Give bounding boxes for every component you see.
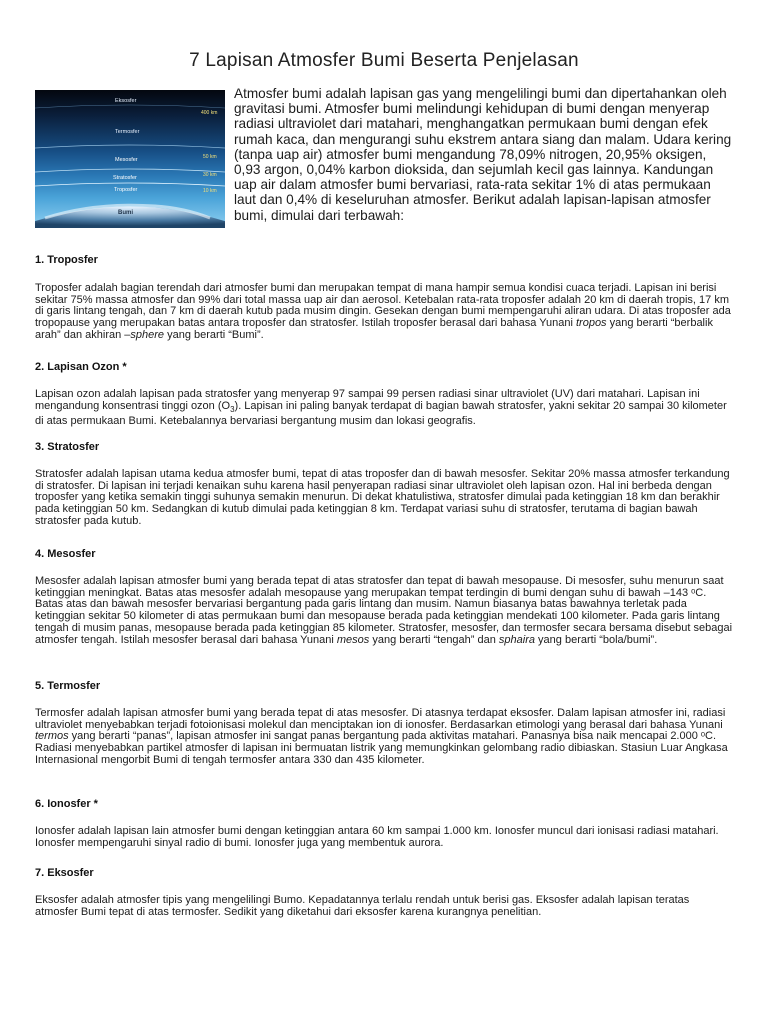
section-lapisan-ozon xyxy=(35,361,733,427)
section-heading: 3. Stratosfer xyxy=(35,441,100,453)
page-title: 7 Lapisan Atmosfer Bumi Beserta Penjelasan xyxy=(189,50,579,71)
altitude-50km: 50 km xyxy=(203,154,217,160)
section-troposfer xyxy=(35,254,733,342)
section-heading: 6. Ionosfer * xyxy=(35,798,98,810)
intro-paragraph: Atmosfer bumi adalah lapisan gas yang mengelilingi bumi dan dipertahankan oleh gravitasi bumi. Atmosfer bumi melindungi kehidupan di bumi dengan menyerap radiasi ultraviolet dari matahari, menghangatkan permukaan bumi dengan efek rumah kaca, dan mengurangi suhu ekstrem antara siang dan malam. Udara kering (tanpa uap air) atmosfer bumi mengandung 78,09% nitrogen, 20,95% oksigen, 0,93 argon, 0,04% karbon dioksida, dan sejumlah kecil gas lainnya. Kandungan uap air dalam atmosfer bumi bervariasi, rata-rata sekitar 1% di atas permukaan laut dan 0,4% di keseluruhan atmosfer. Berikut adalah lapisan-lapisan atmosfer bumi, dimulai dari terbawah: xyxy=(234,86,732,223)
section-stratosfer xyxy=(35,441,733,528)
section-heading: 5. Termosfer xyxy=(35,680,101,692)
label-stratosfer: Stratosfer xyxy=(113,175,137,181)
section-eksosfer xyxy=(35,867,733,918)
section-ionosfer xyxy=(35,798,733,849)
label-mesosfer: Mesosfer xyxy=(115,157,138,163)
section-heading: 7. Eksosfer xyxy=(35,867,94,879)
section-text: Stratosfer adalah lapisan utama kedua atmosfer bumi, tepat di atas troposfer dan di bawah mesosfer. Sekitar 20% massa atmosfer terkandung di stratosfer. Di lapisan ini terjadi kenaikan suhu karena hasil penyerapan radiasi sinar ultraviolet oleh lapisan ozon. Hal ini berbeda dengan troposfer yang ketika semakin tinggi suhunya semakin menurun. Di dekat khatulistiwa, stratosfer dimulai pada ketinggian 18 km dan berakhir pada ketinggian 50 km. Sedangkan di kutub dimulai pada ketinggian 8 km. Terdapat variasi suhu di stratosfer, terutama di bagian bawah stratosfer pada kutub. xyxy=(35,468,730,527)
atmosphere-illustration xyxy=(35,90,225,228)
section-termosfer xyxy=(35,680,733,767)
section-text: Mesosfer adalah lapisan atmosfer bumi yang berada tepat di atas stratosfer dan tepat di bawah mesopause. Di mesosfer, suhu menurun saat ketinggian meningkat. Batas atas mesosfer adalah mesopause yang merupakan tempat terdingin di bumi dengan suhu di bawah –143 ᵒC. Batas atas dan bawah mesosfer bervariasi bergantung pada garis lintang dan musim. Namun biasanya batas bawahnya terletak pada ketinggian sekitar 50 kilometer di atas permukaan bumi dan mesopause berada pada ketinggian mendekati 100 kilometer. Pada garis lintang tengah di musim panas, mesopause berada pada ketinggian 85 kilometer. Stratosfer, mesosfer, dan termosfer secara bersama disebut sebagai atmosfer tengah. Istilah mesosfer berasal dari bahasa Yunani mesos yang berarti “tengah” dan sphaira yang berarti “bola/bumi”. xyxy=(35,575,733,646)
section-heading: 2. Lapisan Ozon * xyxy=(35,361,127,373)
section-text: Termosfer adalah lapisan atmosfer bumi yang berada tepat di atas mesosfer. Di atasnya terdapat eksosfer. Dalam lapisan atmosfer ini, radiasi ultraviolet menyebabkan terjadi fotoionisasi molekul dan menciptakan ion di ionosfer. Berdasarkan etimologi yang berasal dari bahasa Yunani termos yang berarti “panas”, lapisan atmosfer ini sangat panas bergantung pada aktivitas matahari. Panasnya bisa naik mencapai 2.000 ᵒC. Radiasi menyebabkan partikel atmosfer di lapisan ini bermuatan listrik yang memungkinkan gelombang radio dibiaskan. Stasiun Luar Angkasa Internasional mengorbit Bumi di tengah termosfer antara 330 dan 435 kilometer. xyxy=(35,707,728,766)
label-eksosfer: Eksosfer xyxy=(115,98,137,104)
label-termosfer: Termosfer xyxy=(115,129,140,135)
altitude-30km: 30 km xyxy=(203,172,217,178)
section-text: Eksosfer adalah atmosfer tipis yang mengelilingi Bumo. Kepadatannya terlalu rendah untuk berisi gas. Eksosfer adalah lapisan teratas atmosfer Bumi tepat di atas termosfer. Sedikit yang diketahui dari eksosfer karena kurangnya penelitian. xyxy=(35,894,690,918)
section-heading: 1. Troposfer xyxy=(35,254,98,266)
atmosphere-layers-figure xyxy=(35,90,225,228)
label-troposfer: Troposfer xyxy=(114,187,138,193)
section-heading: 4. Mesosfer xyxy=(35,548,96,560)
label-bumi: Bumi xyxy=(118,210,133,216)
section-text: Lapisan ozon adalah lapisan pada stratosfer yang menyerap 97 sampai 99 persen radiasi sinar ultraviolet (UV) dari matahari. Lapisan ini mengandung konsentrasi tinggi ozon $(O_3)$. Lapisan ini paling banyak terdapat di bagian bawah stratosfer, yakni sekitar 20 sampai 30 kilometer di atas permukaan Bumi. Ketebalannya bervariasi bergantung musim dan lokasi geografis. xyxy=(35,388,727,427)
section-text: Ionosfer adalah lapisan lain atmosfer bumi dengan ketinggian antara 60 km sampai 1.000 km. Ionosfer muncul dari ionisasi radiasi matahari. Ionosfer mempengaruhi sinyal radio di bumi. Ionosfer juga yang membentuk aurora. xyxy=(35,825,719,849)
section-text: Troposfer adalah bagian terendah dari atmosfer bumi dan merupakan tempat di mana hampir semua kondisi cuaca terjadi. Lapisan ini berisi sekitar 75% massa atmosfer dan 99% dari total massa uap air dan aerosol. Ketebalan rata-rata troposfer adalah 20 km di daerah tropis, 17 km di garis lintang tengah, dan 7 km di daerah kutub pada musim dingin. Gesekan dengan bumi mempengaruhi aliran udara. Di atas troposfer ada tropopause yang merupakan batas antara troposfer dan stratosfer. Istilah troposfer berasal dari bahasa Yunani tropos yang berarti “berbalik arah” dan akhiran –sphere yang berarti “Bumi”. xyxy=(35,282,731,341)
altitude-400km: 400 km xyxy=(201,110,218,116)
section-mesosfer xyxy=(35,548,733,646)
altitude-10km: 10 km xyxy=(203,188,217,194)
